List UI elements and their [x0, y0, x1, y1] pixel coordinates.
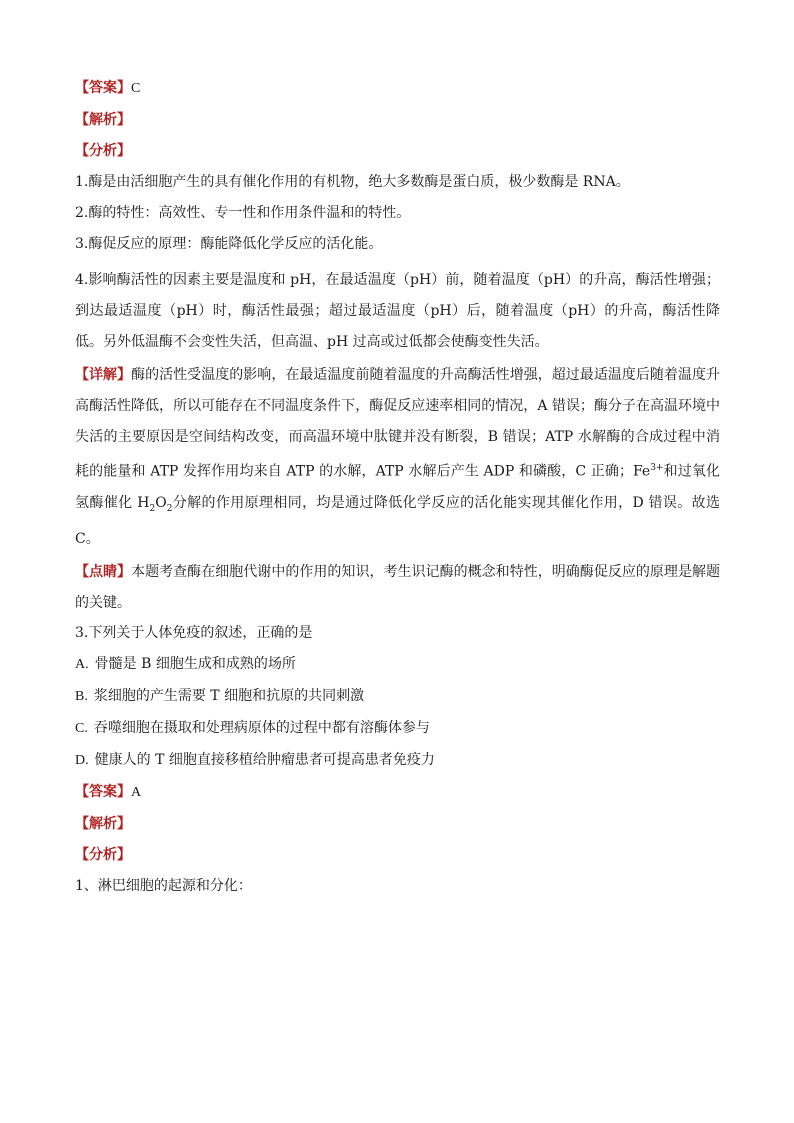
analysis-heading-2	[75, 814, 720, 834]
detail-sub-1: 2	[149, 503, 156, 514]
answer-tag: 【答案】	[75, 80, 131, 96]
document-page	[75, 78, 720, 907]
analysis-heading	[75, 110, 720, 130]
option-a	[75, 654, 720, 675]
option-b	[75, 686, 720, 707]
option-c-text: 吞噬细胞在摄取和处理病原体的过程中都有溶酶体参与	[93, 720, 430, 737]
detail-paragraph	[75, 360, 720, 555]
option-d	[75, 750, 720, 771]
answer-line-2	[75, 782, 720, 803]
option-c-letter: C.	[75, 721, 88, 737]
dianjing-paragraph	[75, 557, 720, 619]
dianjing-tag: 【点睛】	[75, 564, 132, 581]
answer-value: C	[131, 81, 141, 96]
dianjing-text: 本题考查酶在细胞代谢中的作用的知识，考生识记酶的概念和特性，明确酶促反应的原理是解题的关键。	[75, 564, 721, 612]
point-2: 2.酶的特性：高效性、专一性和作用条件温和的特性。	[75, 205, 411, 221]
option-c	[75, 718, 720, 739]
question-3-stem: 3.下列关于人体免疫的叙述，正确的是	[75, 625, 313, 642]
option-d-text: 健康人的 T 细胞直接移植给肿瘤患者可提高患者免疫力	[94, 752, 435, 769]
option-a-letter: A.	[75, 657, 89, 673]
answer-line	[75, 78, 720, 99]
analysis-tag: 【解析】	[75, 112, 131, 128]
option-b-text: 浆细胞的产生需要 T 细胞和抗原的共同刺激	[93, 688, 365, 705]
detail-sub-2: 2	[166, 503, 173, 514]
detail-text-4: 分解的作用原理相同，均是通过降低化学反应的活化能实现其催化作用，D 错误。故选 C。	[75, 494, 720, 548]
option-b-letter: B.	[75, 689, 88, 705]
point-4: 4.影响酶活性的因素主要是温度和 pH，在最适温度（pH）前，随着温度（pH）的升高，酶活性增强；到达最适温度（pH）时，酶活性最强；超过最适温度（pH）后，随着温度（pH）的升高，酶活性降低。另外低温酶不会变性失活，但高温、pH 过高或过低都会使酶变性失活。	[75, 272, 720, 350]
point-3: 3.酶促反应的原理：酶能降低化学反应的活化能。	[75, 236, 383, 252]
point-1: 1.酶是由活细胞产生的具有催化作用的有机物，绝大多数酶是蛋白质，极少数酶是 RNA。	[75, 174, 630, 190]
fenxi-tag: 【分析】	[75, 143, 131, 159]
option-a-text: 骨髓是 B 细胞生成和成熟的场所	[94, 656, 296, 673]
option-d-letter: D.	[75, 753, 89, 769]
detail-tag: 【详解】	[75, 367, 132, 383]
detail-text-1: 酶的活性受温度的影响，在最适温度前随着温度的升高酶活性增强，超过最适温度后随着温度升高酶活性降低，所以可能存在不同温度条件下，酶促反应速率相同的情况，A 错误；酶分子在高温环境中失活的主要原因是空间结构改变，而高温环境中肽键并没有断裂，B 错误；ATP 水解酶的合成过程中消耗的能量和 ATP 发挥作用均来自 ATP 的水解，ATP 水解后产生 ADP 和磷酸，C 正确；Fe	[75, 367, 721, 480]
detail-sup: 3+	[650, 463, 664, 473]
answer-value-2: A	[131, 785, 142, 801]
fenxi-heading	[75, 141, 720, 161]
fenxi-tag-2: 【分析】	[75, 847, 131, 864]
answer-tag-2: 【答案】	[75, 784, 131, 801]
detail-text-3: O	[155, 494, 167, 511]
fenxi-heading-2	[75, 845, 720, 865]
analysis-tag-2: 【解析】	[75, 816, 131, 833]
lymphocyte-point-1: 1、淋巴细胞的起源和分化：	[75, 878, 252, 895]
detail-text-2: 和过氧化氢酶催化 H	[75, 463, 721, 511]
